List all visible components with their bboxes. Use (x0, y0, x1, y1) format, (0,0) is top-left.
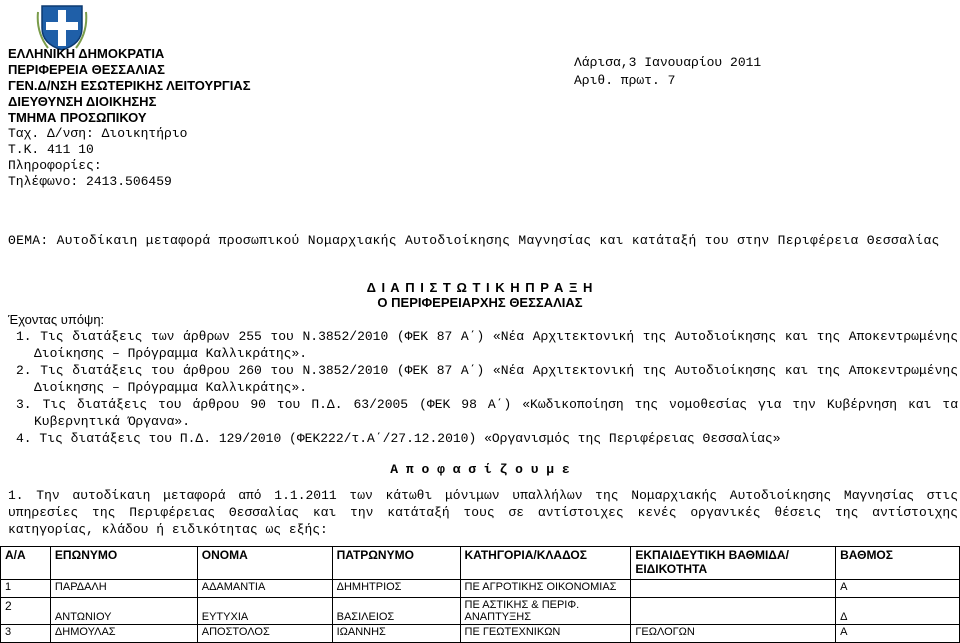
subject-line: ΘΕΜΑ: Αυτοδίκαιη μεταφορά προσωπικού Νομαρχιακής Αυτοδιοίκησης Μαγνησίας και κατάταξή του στην Περιφέρεια Θεσσαλίας (8, 233, 940, 248)
cell-aa: 2 (1, 598, 51, 625)
header-line: Ταχ. Δ/νση: Διοικητήριο (8, 126, 188, 141)
col-header-surname: ΕΠΩΝΥΜΟ (50, 547, 197, 580)
cell-category: ΠΕ ΓΕΩΤΕΧΝΙΚΩΝ (460, 625, 631, 643)
cell-surname: ΑΝΤΩΝΙΟΥ (50, 598, 197, 625)
header-line: Πληροφορίες: (8, 158, 102, 173)
cell-father: ΒΑΣΙΛΕΙΟΣ (332, 598, 460, 625)
decision-title: Δ Ι Α Π Ι Σ Τ Ω Τ Ι Κ Η Π Ρ Α Ξ Η (366, 280, 594, 295)
cell-father: ΙΩΑΝΝΗΣ (332, 625, 460, 643)
considering-label: Έχοντας υπόψη: (8, 312, 105, 327)
cell-grade: Α (836, 580, 960, 598)
header-line: ΓΕΝ.Δ/ΝΣΗ ΕΣΩΤΕΡΙΚΗΣ ΛΕΙΤΟΥΡΓΙΑΣ (8, 78, 251, 93)
header-line: ΔΙΕΥΘΥΝΣΗ ΔΙΟΙΚΗΣΗΣ (8, 94, 157, 109)
cell-category: ΠΕ ΑΓΡΟΤΙΚΗΣ ΟΙΚΟΝΟΜΙΑΣ (460, 580, 631, 598)
cell-surname: ΔΗΜΟΥΛΑΣ (50, 625, 197, 643)
issuer: Ο ΠΕΡΙΦΕΡΕΙΑΡΧΗΣ ΘΕΣΣΑΛΙΑΣ (377, 295, 583, 310)
decision-paragraph: 1. Την αυτοδίκαιη μεταφορά από 1.1.2011 των κάτωθι μόνιμων υπαλλήλων της Νομαρχιακής Αυτοδιοίκησης Μαγνησίας στις υπηρεσίες της Περιφέρειας Θεσσαλίας και την κατάταξή τους σε αντίστοιχες κενές οργανικές θέσεις της αντίστοιχης κατηγορίας, κλάδου ή ειδικότητας ως εξής: (8, 488, 958, 537)
header-line: Τηλέφωνο: 2413.506459 (8, 174, 172, 189)
protocol-number: Αριθ. πρωτ. 7 (574, 73, 676, 88)
cell-education (631, 598, 836, 625)
col-header-grade: ΒΑΘΜΟΣ (836, 547, 960, 580)
col-header-name: ΟΝΟΜΑ (197, 547, 332, 580)
date-protocol-block (574, 54, 761, 90)
table-row (1, 625, 960, 643)
cell-category: ΠΕ ΑΣΤΙΚΗΣ & ΠΕΡΙΦ. ΑΝΑΠΤΥΞΗΣ (460, 598, 631, 625)
col-header-education: ΕΚΠΑΙΔΕΥΤΙΚΗ ΒΑΘΜΙΔΑ/ΕΙΔΙΚΟΤΗΤΑ (631, 547, 836, 580)
list-item: 2. Τις διατάξεις του άρθρου 260 του Ν.3852/2010 (ΦΕΚ 87 Α΄) «Νέα Αρχιτεκτονική της Αυτοδιοίκησης και της Αποκεντρωμένης Διοίκησης – Πρόγραμμα Καλλικράτης». (16, 363, 958, 395)
employees-table (0, 546, 960, 643)
list-item: 1. Τις διατάξεις των άρθρων 255 του Ν.3852/2010 (ΦΕΚ 87 Α΄) «Νέα Αρχιτεκτονική της Αυτοδιοίκησης και της Αποκεντρωμένης Διοίκησης – Πρόγραμμα Καλλικράτης». (16, 329, 958, 361)
header-line: ΠΕΡΙΦΕΡΕΙΑ ΘΕΣΣΑΛΙΑΣ (8, 62, 165, 77)
cell-name: ΕΥΤΥΧΙΑ (197, 598, 332, 625)
sender-block (8, 46, 251, 190)
cell-name: ΑΔΑΜΑΝΤΙΑ (197, 580, 332, 598)
cell-father: ΔΗΜΗΤΡΙΟΣ (332, 580, 460, 598)
cell-grade: Δ (836, 598, 960, 625)
cell-name: ΑΠΟΣΤΟΛΟΣ (197, 625, 332, 643)
col-header-category: ΚΑΤΗΓΟΡΙΑ/ΚΛΑΔΟΣ (460, 547, 631, 580)
considerations-list (8, 328, 958, 447)
header-line: ΤΜΗΜΑ ΠΡΟΣΩΠΙΚΟΥ (8, 110, 147, 125)
cell-aa: 3 (1, 625, 51, 643)
list-item: 4. Τις διατάξεις του Π.Δ. 129/2010 (ΦΕΚ222/τ.Α΄/27.12.2010) «Οργανισμός της Περιφέρειας Θεσσαλίας» (16, 431, 781, 446)
table-header-row (1, 547, 960, 580)
header-line: Τ.Κ. 411 10 (8, 142, 94, 157)
header-line: ΕΛΛΗΝΙΚΗ ΔΗΜΟΚΡΑΤΙΑ (8, 46, 165, 61)
cell-aa: 1 (1, 580, 51, 598)
col-header-aa: Α/Α (1, 547, 51, 580)
decides-heading: Α π ο φ α σ ί ζ ο υ μ ε (390, 462, 570, 477)
table-row (1, 598, 960, 625)
cell-education (631, 580, 836, 598)
greek-emblem-icon (36, 2, 88, 52)
table-row (1, 580, 960, 598)
cell-surname: ΠΑΡΔΑΛΗ (50, 580, 197, 598)
cell-education: ΓΕΩΛΟΓΩΝ (631, 625, 836, 643)
document-date: Λάρισα,3 Ιανουαρίου 2011 (574, 55, 762, 70)
list-item: 3. Τις διατάξεις του άρθρου 90 του Π.Δ. 63/2005 (ΦΕΚ 98 Α΄) «Κωδικοποίηση της νομοθεσίας για την Κυβέρνηση και τα Κυβερνητικά Όργανα». (16, 397, 958, 429)
col-header-father: ΠΑΤΡΩΝΥΜΟ (332, 547, 460, 580)
cell-grade: Α (836, 625, 960, 643)
